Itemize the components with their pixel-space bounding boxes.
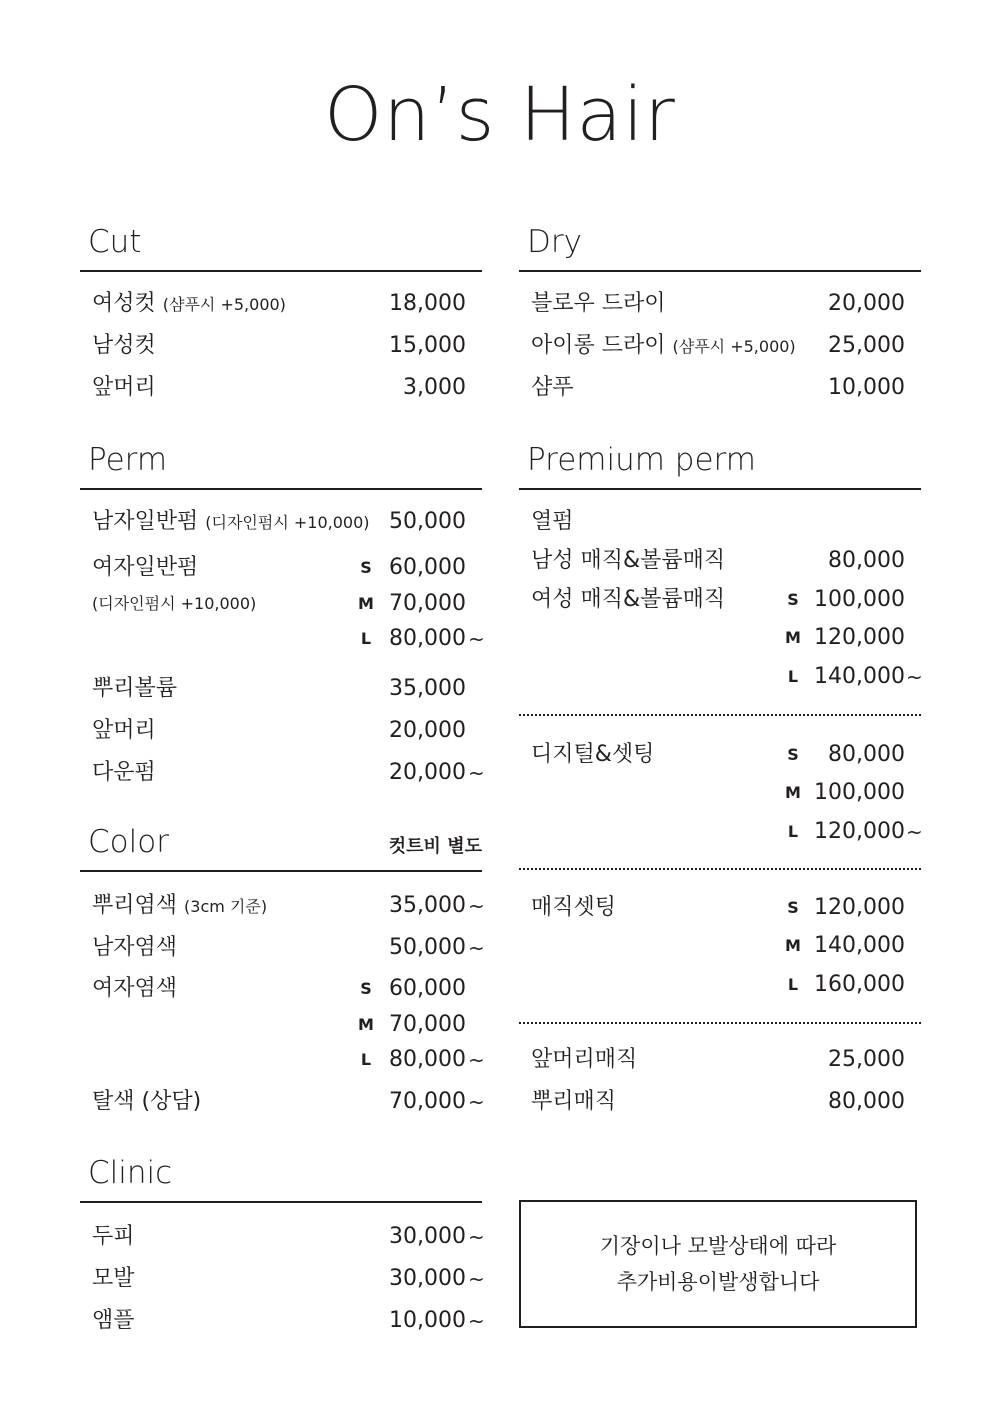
menu-item (80, 621, 485, 657)
menu-item (80, 1219, 485, 1255)
item-price: 70,000 (389, 591, 466, 616)
menu-item (80, 713, 482, 749)
tilde-mark: ~ (906, 665, 923, 689)
tilde-mark: ~ (468, 894, 485, 918)
clinic-header (80, 1149, 482, 1203)
menu-item (519, 504, 921, 540)
item-name: 남성 매직&볼륨매직 (531, 548, 726, 573)
item-name: 남자일반펌 (92, 509, 199, 534)
item-name: 앰플 (92, 1308, 135, 1333)
item-price: 80,000 (828, 1089, 905, 1114)
item-price: 80,000 (828, 742, 905, 767)
item-price: 100,000 (814, 587, 905, 612)
menu-item (519, 543, 921, 579)
item-price: 160,000 (814, 972, 905, 997)
notice-line: 추가비용이발생합니다 (616, 1270, 820, 1294)
item-name: 아이롱 드라이 (531, 333, 666, 358)
menu-item (519, 620, 921, 656)
item-name: 뿌리볼륨 (92, 676, 178, 701)
menu-item (80, 550, 482, 586)
tilde-mark: ~ (468, 1225, 485, 1249)
tilde-mark: ~ (468, 627, 485, 651)
color-note: 컷트비 별도 (388, 836, 482, 857)
menu-item (80, 1261, 485, 1297)
menu-item (80, 1303, 485, 1339)
size-label: L (360, 1050, 372, 1069)
menu-item (519, 967, 921, 1003)
premium-perm-section (519, 436, 923, 1114)
item-price: 120,000 (814, 819, 905, 844)
notice-box (519, 1200, 917, 1328)
item-name: 두피 (92, 1224, 135, 1249)
item-name: 여성 매직&볼륨매직 (531, 587, 726, 612)
item-price: 20,000 (389, 760, 466, 785)
item-price: 30,000 (389, 1224, 466, 1249)
item-name: 앞머리 (92, 375, 156, 400)
dotted-divider (519, 868, 921, 870)
perm-title: Perm (88, 442, 168, 478)
item-price: 20,000 (389, 718, 466, 743)
item-price: 50,000 (389, 935, 466, 960)
item-name: 뿌리매직 (531, 1089, 617, 1114)
page-title: On’s Hair (324, 72, 676, 158)
menu-item (80, 328, 482, 364)
item-name: 디지털&셋팅 (531, 742, 655, 767)
size-label: L (787, 822, 799, 841)
item-price: 25,000 (828, 1047, 905, 1072)
menu-item (519, 659, 921, 695)
menu-item (80, 504, 482, 540)
dry-title: Dry (527, 224, 582, 260)
size-label: S (787, 745, 799, 764)
item-price: 140,000 (814, 933, 905, 958)
color-header (80, 818, 482, 872)
clinic-section (80, 1149, 485, 1333)
item-price: 120,000 (814, 895, 905, 920)
item-price: 80,000 (389, 1047, 466, 1072)
size-label: L (360, 629, 372, 648)
item-name: 앞머리매직 (531, 1047, 638, 1072)
item-price: 140,000 (814, 664, 905, 689)
size-label: M (785, 936, 801, 955)
size-label: M (785, 783, 801, 802)
tilde-mark: ~ (906, 820, 923, 844)
size-label: L (787, 667, 799, 686)
item-name: 앞머리 (92, 718, 156, 743)
item-name: 모발 (92, 1266, 135, 1291)
item-name: 여자일반펌 (92, 555, 199, 580)
menu-item (80, 1007, 482, 1043)
size-label: M (785, 628, 801, 647)
menu-item (519, 1084, 921, 1120)
item-price: 80,000 (828, 548, 905, 573)
menu-item (80, 586, 482, 622)
menu-item (519, 890, 921, 926)
premium-perm-title: Premium perm (527, 442, 756, 478)
item-price: 18,000 (389, 291, 466, 316)
notice-line: 기장이나 모발상태에 따라 (599, 1234, 837, 1258)
tilde-mark: ~ (468, 936, 485, 960)
item-price: 35,000 (389, 893, 466, 918)
perm-header (80, 436, 482, 490)
size-label: L (787, 975, 799, 994)
item-price: 15,000 (389, 333, 466, 358)
item-price: 10,000 (828, 375, 905, 400)
item-price: 3,000 (403, 375, 466, 400)
size-label: M (358, 594, 374, 613)
dry-section (519, 218, 921, 400)
item-price: 60,000 (389, 555, 466, 580)
item-price: 70,000 (389, 1012, 466, 1037)
dotted-divider (519, 1022, 921, 1024)
item-name: 여자염색 (92, 976, 178, 1001)
color-title: Color (88, 824, 169, 860)
dotted-divider (519, 714, 921, 716)
item-price: 70,000 (389, 1089, 466, 1114)
menu-item (519, 328, 921, 364)
menu-item (80, 755, 485, 791)
color-section (80, 818, 485, 1114)
tilde-mark: ~ (468, 1048, 485, 1072)
cut-title: Cut (88, 224, 142, 260)
item-name: 남자염색 (92, 935, 178, 960)
menu-item (80, 286, 482, 322)
item-price: 30,000 (389, 1266, 466, 1291)
menu-item (519, 286, 921, 322)
size-label: S (787, 590, 799, 609)
tilde-mark: ~ (468, 1267, 485, 1291)
menu-item (519, 814, 921, 850)
item-note: (샴푸시 +5,000) (672, 337, 796, 356)
item-name: 탈색 (상담) (92, 1089, 202, 1114)
tilde-mark: ~ (468, 1309, 485, 1333)
item-name: 열펌 (531, 509, 574, 534)
item-name: 뿌리염색 (92, 893, 178, 918)
menu-item (80, 671, 482, 707)
item-price: 50,000 (389, 509, 466, 534)
size-label: S (787, 898, 799, 917)
item-price: 35,000 (389, 676, 466, 701)
item-price: 100,000 (814, 780, 905, 805)
item-note: (디자인펌시 +10,000) (92, 594, 257, 613)
menu-item (519, 928, 921, 964)
item-note: (디자인펌시 +10,000) (205, 513, 370, 532)
menu-item (80, 888, 485, 924)
menu-item (80, 370, 482, 406)
item-name: 남성컷 (92, 333, 156, 358)
size-label: S (360, 979, 372, 998)
menu-item (519, 775, 921, 811)
menu-item (519, 370, 921, 406)
clinic-title: Clinic (88, 1155, 173, 1191)
menu-item (80, 1084, 485, 1120)
item-price: 10,000 (389, 1308, 466, 1333)
item-name: 다운펌 (92, 760, 156, 785)
item-name: 매직셋팅 (531, 895, 617, 920)
size-label: M (358, 1015, 374, 1034)
menu-item (80, 930, 485, 966)
tilde-mark: ~ (468, 761, 485, 785)
cut-section (80, 218, 482, 400)
menu-item (80, 971, 482, 1007)
item-price: 20,000 (828, 291, 905, 316)
perm-section (80, 436, 485, 785)
size-label: S (360, 558, 372, 577)
item-price: 25,000 (828, 333, 905, 358)
menu-item (519, 737, 921, 773)
premium-perm-header (519, 436, 921, 490)
item-note: (3cm 기준) (184, 897, 268, 916)
item-price: 120,000 (814, 625, 905, 650)
cut-header (80, 218, 482, 272)
item-name: 여성컷 (92, 291, 156, 316)
item-name: 샴푸 (531, 375, 574, 400)
dry-header (519, 218, 921, 272)
tilde-mark: ~ (468, 1090, 485, 1114)
menu-item (519, 582, 921, 618)
item-price: 60,000 (389, 976, 466, 1001)
item-name: 블로우 드라이 (531, 291, 666, 316)
menu-item (80, 1042, 485, 1078)
item-price: 80,000 (389, 626, 466, 651)
menu-item (519, 1042, 921, 1078)
item-note: (샴푸시 +5,000) (162, 295, 286, 314)
